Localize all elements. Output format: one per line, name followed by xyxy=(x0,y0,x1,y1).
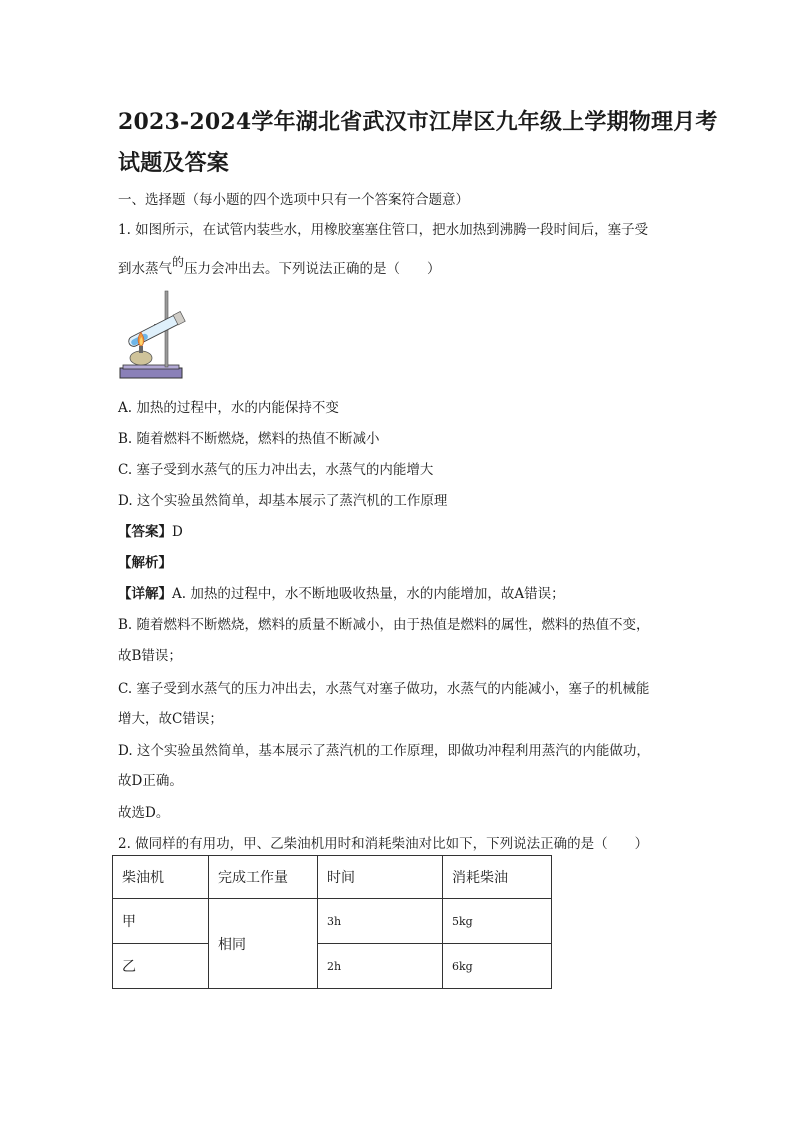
q1-stem-line2 xyxy=(118,257,441,277)
stand-base-top xyxy=(123,365,179,369)
answer-value: D xyxy=(172,524,183,540)
q1-stem-sup: 的 xyxy=(172,255,185,269)
cell-fuel: 5kg xyxy=(443,899,552,944)
detail-line-7: 故D正确。 xyxy=(118,773,183,789)
q1-stem-part-a: 到水蒸气 xyxy=(118,261,172,277)
q1-option-d: D. 这个实验虽然简单，却基本展示了蒸汽机的工作原理 xyxy=(118,493,448,509)
table-header-row xyxy=(113,856,552,899)
stand-base xyxy=(120,368,182,378)
cell-time: 3h xyxy=(318,899,443,944)
detail-tag: 【详解】 xyxy=(118,586,172,602)
document-title-line1: 2023-2024学年湖北省武汉市江岸区九年级上学期物理月考 xyxy=(118,109,718,135)
detail-line-8: 故选D。 xyxy=(118,805,170,821)
q1-answer xyxy=(118,520,183,540)
table-row xyxy=(113,944,552,989)
analysis-tag: 【解析】 xyxy=(118,555,172,571)
alcohol-lamp xyxy=(130,351,152,365)
q2-stem: 2. 做同样的有用功，甲、乙柴油机用时和消耗柴油对比如下，下列说法正确的是（ ） xyxy=(118,836,649,852)
detail-line-2: B. 随着燃料不断燃烧，燃料的质量不断减小，由于热值是燃料的属性，燃料的热值不变， xyxy=(118,617,650,633)
header-time: 时间 xyxy=(318,856,443,899)
test-tube-apparatus-figure xyxy=(118,288,190,383)
detail-line-6: D. 这个实验虽然简单，基本展示了蒸汽机的工作原理，即做功冲程利用蒸汽的内能做功， xyxy=(118,743,650,759)
table-row xyxy=(113,899,552,944)
detail-line-1 xyxy=(118,582,565,602)
header-engine: 柴油机 xyxy=(113,856,209,899)
detail-line-4: C. 塞子受到水蒸气的压力冲出去，水蒸气对塞子做功，水蒸气的内能减小，塞子的机械能 xyxy=(118,681,650,697)
detail-line-3: 故B错误； xyxy=(118,648,182,664)
answer-tag: 【答案】 xyxy=(118,524,172,540)
cell-work: 相同 xyxy=(209,899,318,989)
cell-time: 2h xyxy=(318,944,443,989)
q1-option-c: C. 塞子受到水蒸气的压力冲出去，水蒸气的内能增大 xyxy=(118,462,434,478)
q1-stem-part-b: 压力会冲出去。下列说法正确的是（ ） xyxy=(184,261,441,277)
detail-line-1-text: A. 加热的过程中，水不断地吸收热量，水的内能增加，故A错误； xyxy=(172,586,565,602)
lamp-wick xyxy=(139,346,143,353)
header-work: 完成工作量 xyxy=(209,856,318,899)
cell-fuel: 6kg xyxy=(443,944,552,989)
detail-line-5: 增大，故C错误； xyxy=(118,711,223,727)
q1-stem-line1: 1. 如图所示，在试管内装些水，用橡胶塞塞住管口，把水加热到沸腾一段时间后，塞子受 xyxy=(118,222,649,238)
q1-option-a: A. 加热的过程中，水的内能保持不变 xyxy=(118,400,339,416)
q1-option-b: B. 随着燃料不断燃烧，燃料的热值不断减小 xyxy=(118,431,380,447)
cell-engine: 甲 xyxy=(113,899,209,944)
header-fuel: 消耗柴油 xyxy=(443,856,552,899)
test-tube xyxy=(127,311,185,348)
document-title-line2: 试题及答案 xyxy=(118,150,230,176)
section-heading: 一、选择题（每小题的四个选项中只有一个答案符合题意） xyxy=(118,192,469,208)
cell-engine: 乙 xyxy=(113,944,209,989)
diesel-comparison-table xyxy=(112,855,552,989)
